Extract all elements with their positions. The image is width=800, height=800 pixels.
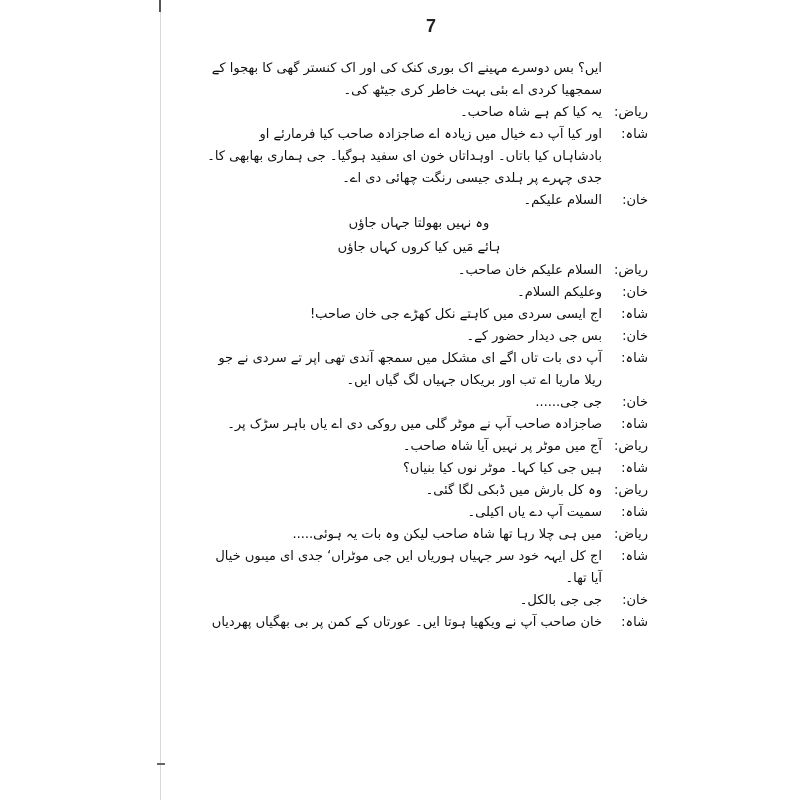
- text-line: سمجھیا کردی اے بئی بہت خاطر کری جیٹھ کی۔: [343, 83, 602, 98]
- dialogue-line: [220, 480, 648, 502]
- speaker-label: ریاض:: [614, 527, 648, 542]
- speaker-label: شاہ:: [621, 461, 648, 476]
- text-line: وہ کل بارش میں ڈبکی لگا گئی۔: [425, 483, 602, 498]
- speaker-label: شاہ:: [621, 307, 648, 322]
- text-line: میں ہی چلا رہا تھا شاہ صاحب لیکن وہ بات یہ ہوئی.....: [292, 527, 602, 542]
- verse-line: ہائے مَیں کیا کروں کہاں جاؤں: [337, 240, 501, 255]
- text-line: یہ کیا کم ہے شاہ صاحب۔: [460, 105, 602, 120]
- speaker-label: خان:: [622, 329, 648, 344]
- text-line: ہیں جی کیا کہا۔ موٹر نوں کیا بنیاں؟: [403, 461, 602, 476]
- speaker-label: شاہ:: [621, 351, 648, 366]
- text-line: السلام علیکم۔: [523, 193, 602, 208]
- dialogue-line: [220, 524, 648, 546]
- text-line: خان صاحب آپ نے ویکھیا ہوتا ایں۔ عورتاں کے کمن پر بی بھگیاں پھردیاں: [211, 615, 602, 630]
- dialogue-line: [220, 458, 648, 480]
- speaker-label: ریاض:: [614, 483, 648, 498]
- text-line: اج کل ایہہ خود سر جہیاں ہوریاں ایں جی موٹراں‘ جدی ای میںوں خیال: [215, 549, 602, 564]
- speaker-label: خان:: [622, 193, 648, 208]
- dialogue-line: [220, 348, 648, 392]
- speaker-label: ریاض:: [614, 105, 648, 120]
- text-line: بادشاہاں کیا باتاں۔ اوہداتاں خون ای سفید ہوگیا۔ جی ہماری بھابھی کا۔: [207, 149, 602, 164]
- text-line: جی جی بالکل۔: [519, 593, 602, 608]
- page-edge-line: [160, 0, 161, 800]
- script-body: [207, 58, 648, 634]
- text-line: آج میں موٹر پر نہیں آیا شاہ صاحب۔: [402, 439, 602, 454]
- text-line: جدی چہرے پر ہلدی جیسی رنگت چھائی دی اے۔: [342, 171, 602, 186]
- text-line: آپ دی بات تاں اگے ای مشکل میں سمجھ آندی تھی اپر تے سردی نے جو: [218, 351, 602, 366]
- text-line: السلام علیکم خان صاحب۔: [457, 263, 602, 278]
- speaker-label: شاہ:: [621, 505, 648, 520]
- text-line: صاجزادہ صاحب آپ نے موٹر گلی میں روکی دی اے یاں باہر سڑک پر۔: [227, 417, 602, 432]
- text-line: آیا تھا۔: [565, 571, 602, 586]
- dialogue-line: [220, 436, 648, 458]
- speaker-label: خان:: [622, 395, 648, 410]
- text-line: ایں؟ بس دوسرے مہینے اک بوری کنک کی اور اک کنستر گھی کا بھجوا کے: [211, 61, 602, 76]
- text-line: اور کیا آپ دے خیال میں زیادہ اے صاجزادہ صاحب کیا فرمارئے او: [259, 127, 602, 142]
- page-number: 7: [426, 16, 437, 36]
- dialogue-line: [220, 414, 648, 436]
- verse-line: وہ نہیں بھولتا جہاں جاؤں: [348, 216, 490, 231]
- dialogue-line: [220, 190, 648, 212]
- dialogue-line: [207, 124, 648, 190]
- dialogue-line: [220, 502, 648, 524]
- speaker-label: ریاض:: [614, 263, 648, 278]
- page-edge-mark: [159, 0, 161, 12]
- text-line: بس جی دیدار حضور کے۔: [466, 329, 602, 344]
- text-line: ریلا ماریا اے تب اور بریکاں جہیاں لگ گیاں ایں۔: [346, 373, 602, 388]
- speaker-label: خان:: [622, 593, 648, 608]
- speaker-label: ریاض:: [614, 439, 648, 454]
- text-line: اج ایسی سردی میں کاہتے نکل کھڑے جی خان صاحب!: [309, 307, 602, 322]
- speaker-label: شاہ:: [621, 417, 648, 432]
- speaker-label: شاہ:: [621, 615, 648, 630]
- dialogue-line: [220, 590, 648, 612]
- dialogue-line: [220, 304, 648, 326]
- speaker-label: خان:: [622, 285, 648, 300]
- text-line: جی جی......: [535, 395, 602, 410]
- page-edge-tick: [157, 763, 165, 765]
- dialogue-line: [215, 546, 648, 590]
- text-line: وعلیکم السلام۔: [517, 285, 602, 300]
- verse-block: [220, 212, 648, 260]
- dialogue-line: [220, 260, 648, 282]
- dialogue-line: [220, 282, 648, 304]
- text-line: سمیت آپ دے یاں اکیلی۔: [467, 505, 602, 520]
- speaker-label: شاہ:: [621, 549, 648, 564]
- dialogue-line: [211, 612, 648, 634]
- dialogue-line: [220, 392, 648, 414]
- continuation-paragraph: [211, 58, 648, 102]
- dialogue-line: [220, 326, 648, 348]
- speaker-label: شاہ:: [621, 127, 648, 142]
- dialogue-line: [220, 102, 648, 124]
